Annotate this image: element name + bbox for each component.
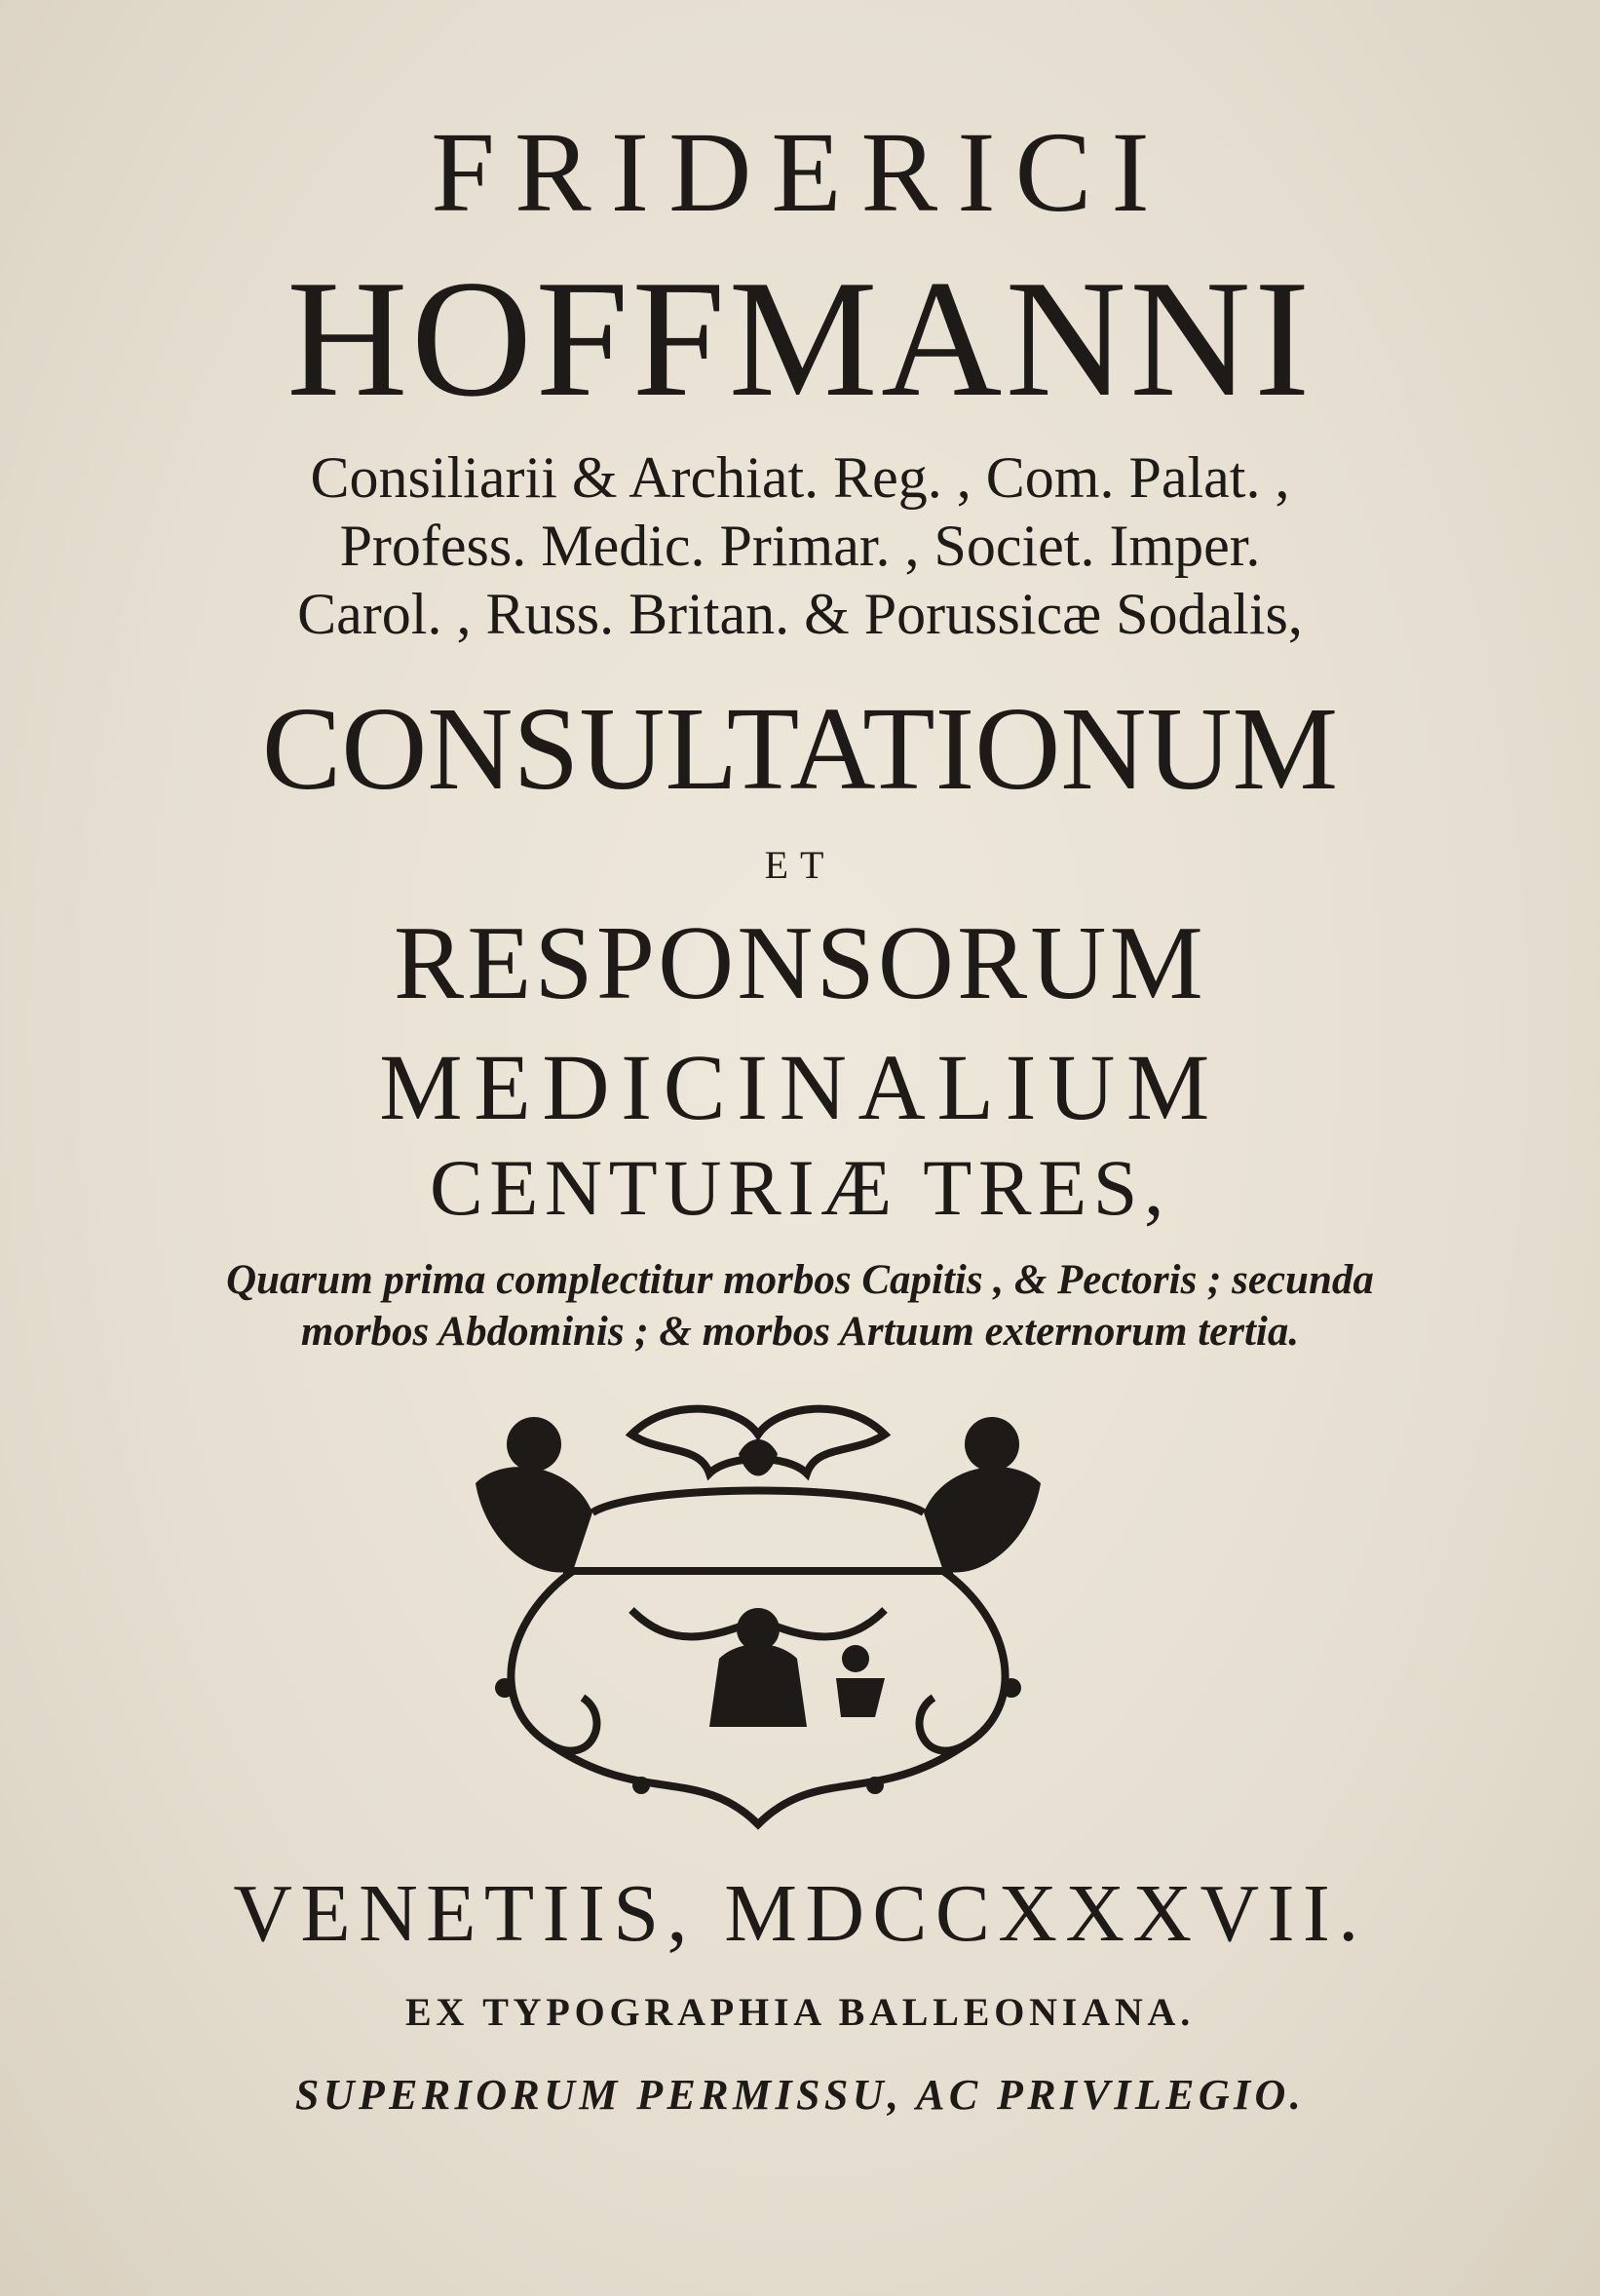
title-et: ET bbox=[764, 843, 836, 887]
title-medicinalium: MEDICINALIUM bbox=[379, 1035, 1221, 1139]
printer-name: EX TYPOGRAPHIA BALLEONIANA. bbox=[404, 1990, 1196, 2034]
subtitle-line-1: Quarum prima complectitur morbos Capitis , & Pectoris ; secunda bbox=[226, 1257, 1374, 1303]
author-titles-line-3: Carol. , Russ. Britan. & Porussicæ Sodalis, bbox=[297, 582, 1303, 646]
title-centuriae-tres: CENTURIÆ TRES, bbox=[429, 1143, 1171, 1232]
subtitle-line-2: morbos Abdominis ; & morbos Artuum externorum tertia. bbox=[300, 1309, 1300, 1355]
author-titles-line-1: Consiliarii & Archiat. Reg. , Com. Palat. , bbox=[310, 445, 1290, 510]
imprint-place-date: VENETIIS, MDCCXXXVII. bbox=[233, 1868, 1367, 1959]
title-responsorum: RESPONSORUM bbox=[394, 905, 1206, 1021]
author-titles-line-2: Profess. Medic. Primar. , Societ. Imper. bbox=[339, 514, 1261, 578]
author-first-name: FRIDERICI bbox=[431, 108, 1169, 236]
printers-ornament-vignette bbox=[446, 1396, 1070, 1839]
author-last-name: HOFFMANNI bbox=[286, 247, 1314, 432]
title-consultationum: CONSULTATIONUM bbox=[261, 683, 1339, 815]
permission-line: SUPERIORUM PERMISSU, AC PRIVILEGIO. bbox=[294, 2071, 1306, 2119]
